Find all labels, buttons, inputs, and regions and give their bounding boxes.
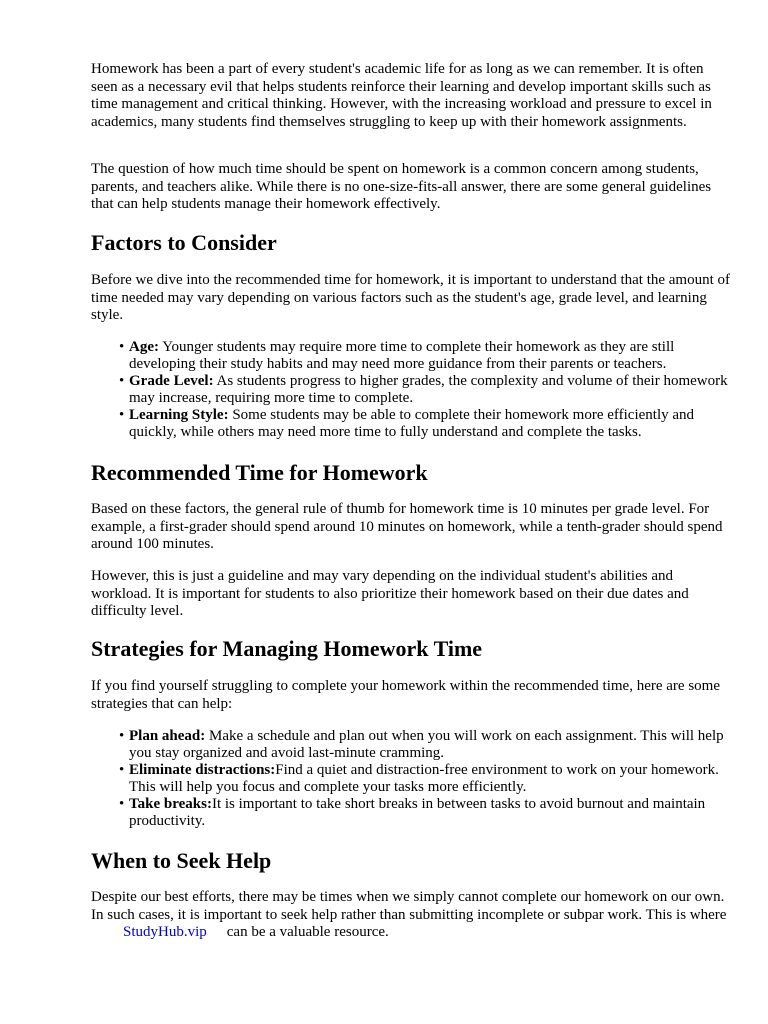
heading-strategies: Strategies for Managing Homework Time <box>91 636 483 661</box>
list-item-term: Grade Level: <box>129 373 214 390</box>
list-item <box>91 762 731 796</box>
help-text-after-link: can be a valuable resource. <box>226 924 389 941</box>
list-item <box>91 407 731 441</box>
strategies-list <box>91 728 731 831</box>
list-item-text: As students progress to higher grades, the complexity and volume of their homework may increase, requiring more time to complete. <box>129 373 728 407</box>
list-item <box>91 373 731 407</box>
intro-paragraph-1: Homework has been a part of every student's academic life for as long as we can remember. It is often seen as a necessary evil that helps students reinforce their learning and develop important skills such as time management and critical thinking. However, with the increasing workload and pressure to excel in academics, many students find themselves struggling to keep up with their homework assignments. <box>91 61 712 130</box>
list-item-text: Find a quiet and distraction-free environment to work on your homework. This will help you focus and complete your tasks more efficiently. <box>129 762 719 796</box>
recommended-paragraph-2: However, this is just a guideline and may vary depending on the individual student's abilities and workload. It is important for students to also prioritize their homework based on their due dates and difficulty level. <box>91 568 689 620</box>
list-item <box>91 796 731 830</box>
heading-recommended-time: Recommended Time for Homework <box>91 460 428 485</box>
heading-seek-help: When to Seek Help <box>91 848 272 873</box>
list-item-term: Plan ahead: <box>129 728 206 744</box>
list-item-text: Make a schedule and plan out when you will work on each assignment. This will help you stay organized and avoid last-minute cramming. <box>129 728 724 762</box>
help-paragraph <box>91 889 731 942</box>
recommended-paragraph-1: Based on these factors, the general rule of thumb for homework time is 10 minutes per grade level. For example, a first-grader should spend around 10 minutes on homework, while a tenth-grader should spend around 100 minutes. <box>91 501 723 553</box>
factors-intro-paragraph: Before we dive into the recommended time for homework, it is important to understand that the amount of time needed may vary depending on various factors such as the student's age, grade level, and learning style. <box>91 272 731 324</box>
list-item-term: Age: <box>129 339 159 355</box>
list-item <box>91 728 731 762</box>
strategies-intro-paragraph: If you find yourself struggling to complete your homework within the recommended time, here are some strategies that can help: <box>91 678 720 712</box>
studyhub-link[interactable]: StudyHub.vip <box>123 924 207 941</box>
intro-paragraph-2: The question of how much time should be spent on homework is a common concern among students, parents, and teachers alike. While there is no one-size-fits-all answer, there are some general guidelines that can help students manage their homework effectively. <box>91 161 712 213</box>
list-item <box>91 339 731 373</box>
list-item-term: Take breaks: <box>129 796 212 813</box>
list-item-text: Younger students may require more time to complete their homework as they are still developing their study habits and may need more guidance from their parents or teachers. <box>129 339 675 373</box>
factors-list <box>91 339 731 442</box>
help-text-before-link: Despite our best efforts, there may be times when we simply cannot complete our homework on our own. In such cases, it is important to seek help rather than submitting incomplete or subpar work. This is where <box>91 889 727 923</box>
list-item-text: It is important to take short breaks in between tasks to avoid burnout and maintain productivity. <box>129 796 706 830</box>
list-item-term: Eliminate distractions: <box>129 762 276 779</box>
list-item-term: Learning Style: <box>129 407 229 424</box>
heading-factors: Factors to Consider <box>91 230 277 255</box>
list-item-text: Some students may be able to complete their homework more efficiently and quickly, while others may need more time to fully understand and complete the tasks. <box>129 407 695 441</box>
